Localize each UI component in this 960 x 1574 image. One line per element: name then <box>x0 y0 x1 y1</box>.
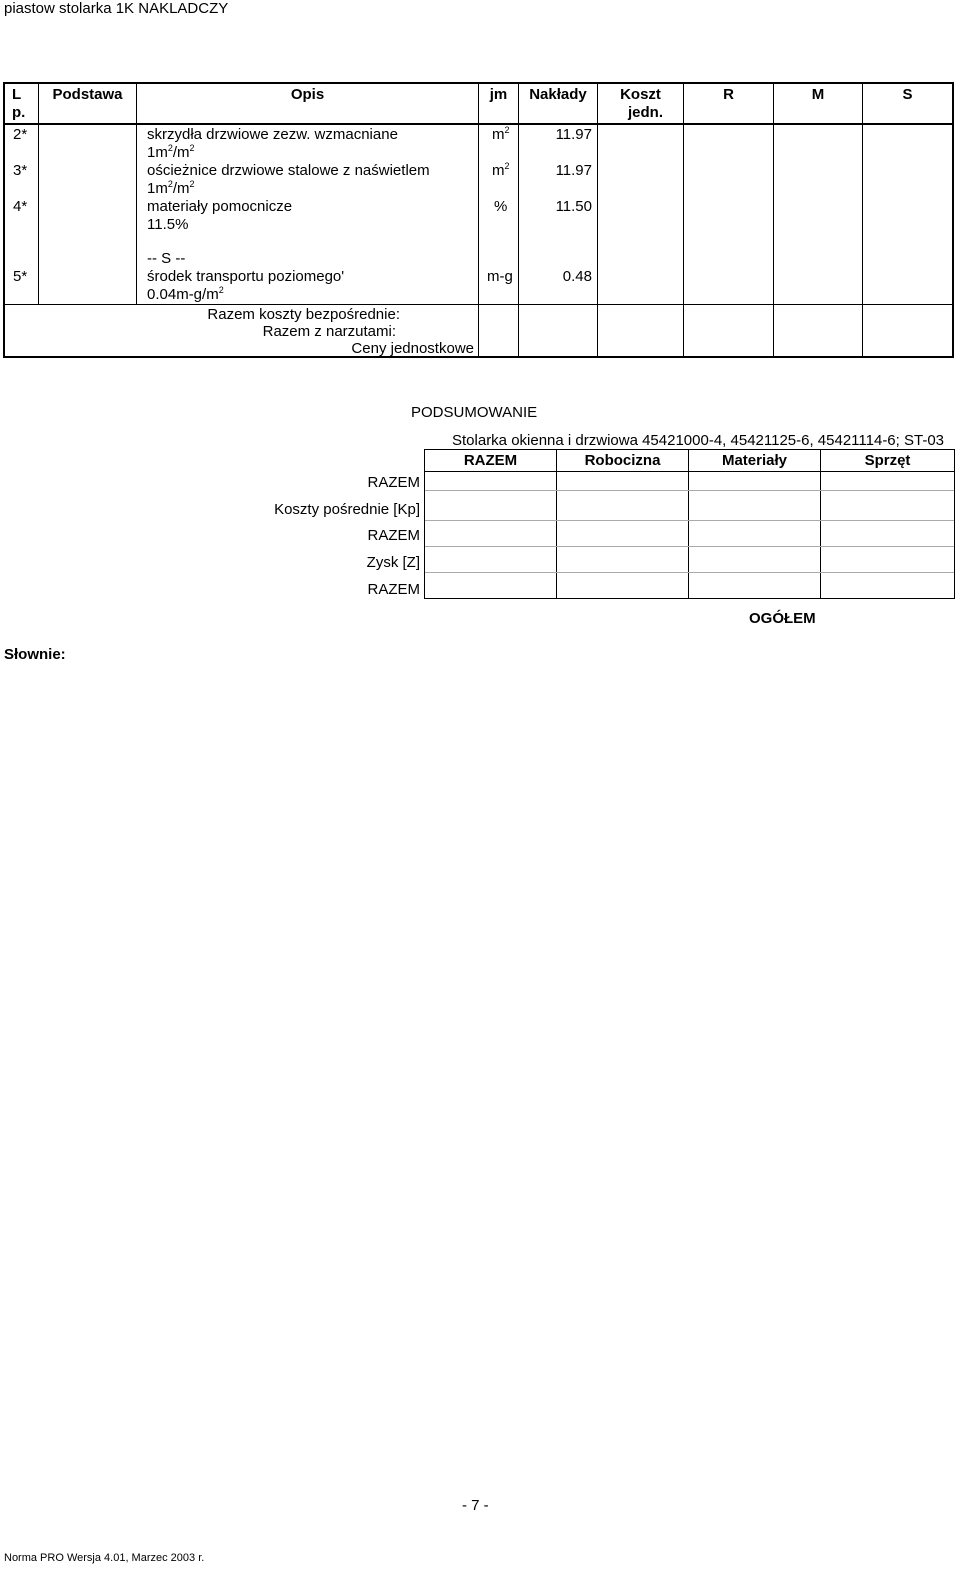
row-norm: $1m^2/m^2$ <box>147 179 195 197</box>
row-unit: $m^2$ <box>492 125 510 143</box>
row-lp: 3* <box>13 162 28 179</box>
row-description: środek transportu poziomego' <box>147 268 345 285</box>
summary-row-razem: RAZEM <box>367 581 420 598</box>
row-norm: $1m^2/m^2$ <box>147 143 195 161</box>
row-description: skrzydła drzwiowe zezw. wzmacniane <box>147 126 398 143</box>
row-naklady: 11.97 <box>555 162 592 179</box>
summary-row-indirect-costs: Koszty pośrednie [Kp] <box>274 501 420 518</box>
header-m: M <box>811 86 825 103</box>
row-norm: 11.5% <box>147 216 189 233</box>
header-jm: jm <box>489 86 508 103</box>
grand-total-label: OGÓŁEM <box>749 610 816 627</box>
section-label: -- S -- <box>147 250 186 267</box>
row-unit: m-g <box>487 268 513 285</box>
row-lp: 4* <box>13 198 28 215</box>
header-s: S <box>902 86 913 103</box>
words-label: Słownie: <box>4 646 66 663</box>
row-unit: % <box>494 198 508 215</box>
header-r: R <box>723 86 734 103</box>
header-opis: Opis <box>290 86 325 103</box>
header-podstawa: Podstawa <box>52 86 123 103</box>
summary-heading: PODSUMOWANIE <box>411 404 538 421</box>
header-koszt: Koszt <box>620 86 661 103</box>
summary-subtitle: Stolarka okienna i drzwiowa 45421000-4, 45421125-6, 45421114-6; ST-03 <box>452 432 945 449</box>
summary-col-sprzet: Sprzęt <box>864 452 911 469</box>
header-lp-2: p. <box>12 104 26 121</box>
row-naklady: 0.48 <box>562 268 592 285</box>
page-number: - 7 - <box>462 1497 489 1514</box>
unit-prices: Ceny jednostkowe <box>351 340 474 357</box>
total-with-markups: Razem z narzutami: <box>262 323 396 340</box>
summary-col-materialy: Materiały <box>721 452 788 469</box>
total-direct-costs: Razem koszty bezpośrednie: <box>207 306 400 323</box>
summary-row-razem: RAZEM <box>367 527 420 544</box>
summary-row-razem: RAZEM <box>367 474 420 491</box>
row-lp: 2* <box>13 126 28 143</box>
row-naklady: 11.97 <box>555 126 592 143</box>
summary-col-razem: RAZEM <box>463 452 518 469</box>
page-title: piastow stolarka 1K NAKLADCZY <box>4 0 229 17</box>
summary-col-robocizna: Robocizna <box>584 452 661 469</box>
row-unit: $m^2$ <box>492 161 510 179</box>
row-description: ościeżnice drzwiowe stalowe z naświetlem <box>147 162 430 179</box>
row-naklady: 11.50 <box>555 198 592 215</box>
header-naklady: Nakłady <box>529 86 587 103</box>
footer-version: Norma PRO Wersja 4.01, Marzec 2003 r. <box>4 1552 205 1564</box>
row-lp: 5* <box>13 268 28 285</box>
header-lp: L <box>12 86 22 103</box>
row-norm: $0.04m-g/m^2$ <box>147 285 224 303</box>
summary-row-profit: Zysk [Z] <box>366 554 420 571</box>
row-description: materiały pomocnicze <box>147 198 293 215</box>
header-koszt-2: jedn. <box>628 104 664 121</box>
